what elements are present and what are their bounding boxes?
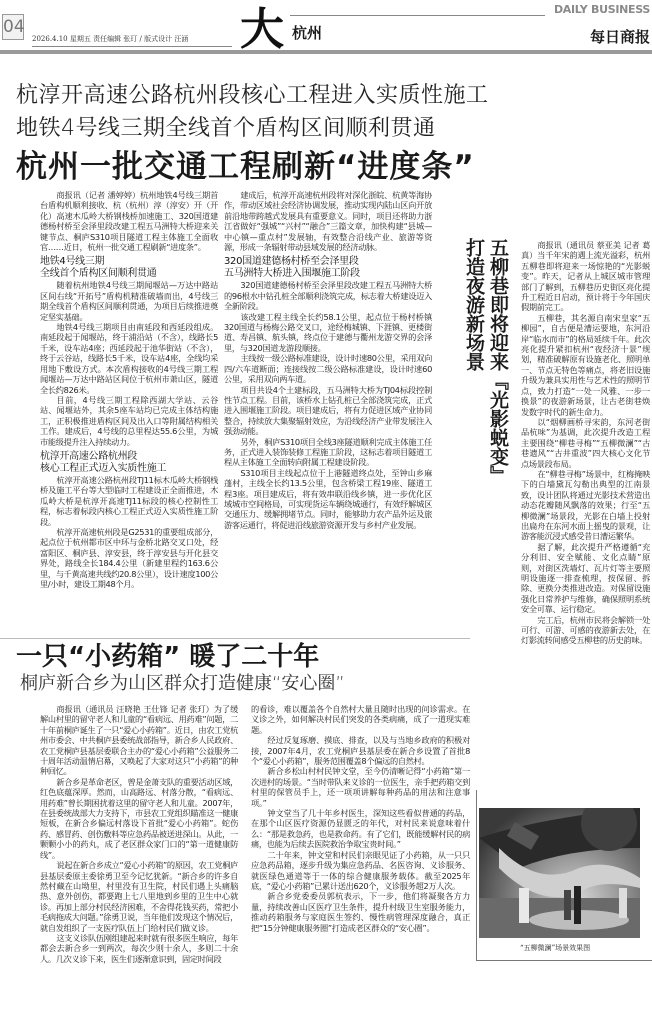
header-rule-left bbox=[32, 46, 232, 47]
section-logo-glyph: 大 bbox=[240, 4, 284, 55]
body-paragraph: 另外，桐庐S310项目全线3座隧道顺利完成主体施工任务，正式进入装饰装修工程施工阶段，这标志着项目隧道工程从主体施工全面转向附属工程建设阶段。 bbox=[224, 436, 432, 468]
body-paragraph: 新合乡松山村村民钟文堂，至今仍清晰记得“小药箱”第一次进村的场景。“当时带队来义诊的一位医生，亲手把药箱交到村里的保管员手上，还一项项讲解每种药品的用法和注意事项。” bbox=[251, 766, 470, 808]
body-paragraph: 商报讯（记者 潘婷婷）杭州地铁4号线三期首台盾构机顺利接收、杭（杭州）淳（淳安）开（开化）高速木瓜岭大桥钢栈桥加速施工、320国道建德杨村桥至会泽里段改建工程五马洲特大桥迎来关键节点、桐庐S310项目隧道工程主体施工全面收官……近日，杭州一批交通工程刷新“进度条”。 bbox=[40, 190, 218, 253]
sidebar-headline bbox=[462, 238, 510, 485]
section-subheading: 地铁4号线三期 bbox=[40, 256, 105, 268]
sidebar-headline-line-1: 五柳巷即将迎来『光影蜕变』 bbox=[487, 238, 509, 485]
body-paragraph: 320国道建德杨村桥至会泽里段改建工程五马洲特大桥的96根水中钻孔桩全部顺利浇筑完成，标志着大桥建设迈入全新阶段。 bbox=[224, 280, 432, 312]
page-number: 04 bbox=[2, 14, 24, 40]
brand-english: DAILY BUSINESS bbox=[553, 3, 650, 16]
header-rule-right bbox=[290, 15, 545, 16]
body-paragraph: 主线按一级公路标准建设，设计时速80公里，采用双向四/六车道断面；连接线按二级公路标准建设，设计时速60公里，采用双向两车道。 bbox=[224, 353, 432, 385]
article1-subtitle-1: 杭淳开高速公路杭州段核心工程进入实质性施工 bbox=[16, 83, 489, 108]
body-paragraph: 目前，4号线三期工程除西湖大学站、云谷站、闻堰站外，其余5座车站均已完成主体结构施工，正积极推进盾构区间及出入口等附属结构相关工作。建成后，4号线的总里程达55.6公里，为城市能级提升注入持续动力。 bbox=[40, 394, 218, 447]
body-paragraph: 以“烟柳画桥寻宋韵，东河老街品杭味”为基调，此次提升改造工程主要围绕“柳巷寻梅”“五柳微澜”“古巷遗风”“古井重波”四大核心文化节点场景段布局。 bbox=[521, 416, 650, 469]
body-paragraph: 五柳巷，其名源自南宋皇家“五柳园”，自古便是漕运要地，东河沿岸“临水而市”的格局延续千年。此次亮化提升紧扣杭州“夜经济十景”规划，精准破解原有设施老化、照明单一、节点无特色等痛点，将老旧设施升级为兼具实用性与艺术性的照明节点，致力打造“一处一风雅、一步一换景”的夜游新场景，让古老街巷焕发数字时代的新生命力。 bbox=[521, 312, 650, 417]
article1-headline: 杭州一批交通工程刷新“进度条” bbox=[16, 149, 475, 185]
section-subheading: 杭淳开高速公路杭州段 bbox=[40, 450, 137, 462]
article2-column-1 bbox=[40, 704, 238, 964]
body-paragraph: S310项目主线起点位于上港隧道终点处，至钟山乡麻蓬村，主线全长约13.5公里，包含桥梁工程19座、隧道工程3座。项目建成后，将有效串联沿线乡镇，进一步优化区域城市空间格局，可实现货运车辆绕城通行，有效纾解城区交通压力、缓解拥堵节点。同时，能够助力农产品外运及旅游客运通行，将促进沿线旅游资源开发与乡村产业发展。 bbox=[224, 467, 432, 530]
article2-column-2 bbox=[251, 704, 470, 933]
article1-column-1 bbox=[40, 190, 218, 589]
body-paragraph: 二十年来，钟文堂和村民们亲眼见证了小药箱，从一只只应急药品箱，逐步升级为集应急药品、名医咨询、义诊服务、就医绿色通道等于一体的综合健康服务载体。截至2025年底，“爱心小药箱”已累计送出620个，义诊服务超2万人次。 bbox=[251, 849, 470, 891]
body-paragraph: 钟文堂当了几十年乡村医生，深知这些看似普通的药品，在那个山区医疗资源仍显匮乏的年代，对村民来说意味着什么：“那是救急药，也是救命药。有了它们，既能缓解村民的病痛，也能为后续去医院救治争取宝贵时间。” bbox=[251, 808, 470, 850]
header-bar bbox=[0, 50, 652, 54]
body-paragraph: 说起在新合乡成立“爱心小药箱”的原因，农工党桐庐县基层委原主委徐勇卫至今记忆犹新。“新合乡的许多自然村藏在山坳里，村里没有卫生院，村民们遇上头痛脑热、意外创伤，都要跑上七八里地到乡里的卫生中心就诊。再加上部分村民经济困难，不舍得花钱买药，常把小毛病拖成大问题。”徐勇卫说，当年他们发现这个情况后，就自发组织了一支医疗队伍上门给村民们做义诊。 bbox=[40, 860, 238, 933]
body-paragraph: 的看诊，难以覆盖各个自然村大量且随时出现的问诊需求。在义诊之外，如何解决村民们突发的各类病痛，成了一道现实难题。 bbox=[251, 704, 470, 735]
section-subheading: 五马洲特大桥进入围堰施工阶段 bbox=[224, 268, 360, 280]
body-paragraph: 杭淳开高速杭州段是G2531的重要组成部分，起点位于杭州都市区中环与金桥北路交叉口处，经富阳区、桐庐县、淳安县，终于淳安县与开化县交界处，路线全长184.4公里（新建里程约163.6公里，与千黄高速共线约20.8公里），设计速度100公里/小时，建设工期48个月。 bbox=[40, 526, 218, 589]
body-paragraph: 这支义诊队伍刚组建起来时就有很多医生响应，每年都会去新合乡一到两次，每次少则十余人，多则二十余人。几次义诊下来，医生们逐渐意识到，固定时间段 bbox=[40, 932, 238, 964]
article2-subtitle: 桐庐新合乡为山区群众打造健康“安心圈” bbox=[20, 673, 345, 694]
body-paragraph: 经过反复琢磨、摸底、排查，以及与当地乡政府的积极对接，2007年4月，农工党桐庐县基层委在新合乡设置了首批8个“爱心小药箱”，服务范围覆盖8个偏远的自然村。 bbox=[251, 735, 470, 767]
brand-logo: 每日商报 bbox=[589, 28, 650, 46]
sidebar-article-body bbox=[521, 240, 650, 646]
body-paragraph: 据了解，此次提升严格遵循“充分利旧、安全赋能、文化点睛”原则，对街区洗墙灯、瓦片灯等主要照明设施逐一排查梳理，按保留、拆除、更换分类推进改造。对保留设施强化日常养护与维修，确保照明系统安全可靠、运行稳定。 bbox=[521, 541, 650, 615]
body-paragraph: 杭淳开高速公路杭州段TJ11标木瓜岭大桥钢栈桥及施工平台等大型临时工程建设正全面推进，木瓜岭大桥是杭淳开高速TJ11标段的核心控制性工程，标志着标段内核心工程正式迈入实质性施工阶段。 bbox=[40, 474, 218, 527]
body-paragraph: 新合乡党委委员郭杭表示，下一步，他们将凝聚各方力量，持续改善山区医疗卫生条件，提升村级卫生室服务能力，推动药箱服务与家庭医生签约、慢性病管理深度融合，真正把“15分钟健康服务圈”打造成老区群众的“安心圈”。 bbox=[251, 891, 470, 933]
article1-column-2 bbox=[224, 190, 432, 530]
body-paragraph: 商报讯（通讯员 汪晓艳 王仕锋 记者 张玎）为了缓解山村里的留守老人和儿童的“看病远、用药难”问题，二十年前桐庐诞生了一只“爱心小药箱”。近日，由农工党杭州市委会、中共桐庐县委统战部指导，新合乡人民政府、农工党桐庐县基层委联合主办的“爱心小药箱”公益服务二十周年活动温情启幕，又唤起了大家对这只“小药箱”的种种回忆。 bbox=[40, 704, 238, 777]
section-subheading: 核心工程正式迈入实质性施工 bbox=[40, 462, 167, 474]
dateline: 2026.4.10 星期五 责任编辑 张玎 / 版式设计 汪涵 bbox=[32, 35, 189, 43]
body-paragraph: 建成后，杭淳开高速杭州段将对深化浙皖、杭黄等海协作，带动区域社会经济协调发展，推动实现内陆山区向开放前沿地带跨越式发展具有重要意义。同时，项目还将助力浙江省做好“强城”“兴村”“融合”三篇文章，加快构建“县城—中心镇—重点村”发展轴，有效整合沿线产业、旅游等资源，形成一条辐射带动县域发展的经济动脉。 bbox=[224, 190, 432, 253]
body-paragraph: 地铁4号线三期项目由南延段和西延段组成。南延段起于闻堰站，终于浦沿站（不含），线路长5千米，设车站4座；西延段起于池华街站（不含），终于云谷站，线路长5千米，设车站4座，全线均采用地下敷设方式。本次盾构接收的4号线三期工程闻堰站—万达中路站区间位于杭州市萧山区，隧道全长约826米。 bbox=[40, 322, 218, 395]
sidebar-headline-line-2: 打造夜游新场景 bbox=[463, 238, 485, 371]
photo-caption: “五柳微澜”场景效果图 bbox=[520, 944, 591, 952]
body-paragraph: 随着杭州地铁4号线三期闻堰站—万达中路站区间右线“开拓号”盾构机精准破墙而出，4号线三期全线首个盾构区间顺利贯通，为项目后续推进奠定坚实基础。 bbox=[40, 280, 218, 322]
body-paragraph: 在“柳巷寻梅”场景中，红梅掩映下的白墙黛瓦勾勒出典型的江南景致，设计团队将通过光影技术营造出动态花瓣随风飘落的效果；行至“五柳微澜”场景段，光影在白墙上投射出扁舟在东河水面上摇曳的景观，让游客能沉浸式感受昔日漕运繁华。 bbox=[521, 468, 650, 542]
scene-rendering-photo bbox=[479, 808, 640, 938]
body-paragraph: 新合乡是革命老区，曾是金萧支队的重要活动区域，红色底蕴深厚。然而，山高路远、村落分散，“看病远、用药难”曾长期困扰着这里的留守老人和儿童。2007年，在县委统战部大力支持下，市县农工党组织瞄准这一健康短板，在新合乡偏远村落设下首批“爱心小药箱”。蛇伤药、感冒药、创伤敷料等应急药品被送进深山。从此，一颗颗小小的药丸，成了老区群众家门口的“第一道健康防线”。 bbox=[40, 776, 238, 860]
section-subheading: 全线首个盾构区间顺利贯通 bbox=[40, 268, 157, 280]
section-name: 杭州 bbox=[292, 24, 323, 42]
article-divider bbox=[0, 638, 470, 639]
body-paragraph: 该改建工程主线全长约58.1公里，起点位于杨村桥镇320国道与杨梅公路交叉口，途经梅城镇、下涯镇、更楼街道、寿昌镇、航头镇，终点位于建德与衢州龙游交界的会泽里，与320国道龙游段顺接。 bbox=[224, 311, 432, 353]
body-paragraph: 商报讯（通讯员 蔡亚美 记者 葛真）当千年宋韵遇上流光溢彩，杭州五柳巷即将迎来一场惊艳的“光影蜕变”。昨天，记者从上城区城市管理部门了解到，五柳巷历史街区亮化提升工程近日启动，预计将于今年国庆假期前完工。 bbox=[521, 240, 650, 313]
article1-subtitle-2: 地铁4号线三期全线首个盾构区间顺利贯通 bbox=[16, 116, 436, 141]
body-paragraph: 完工后，杭州市民将会解锁一处可行、可游、可感的夜游新去处，在灯影流转间感受五柳巷的历史韵味。 bbox=[521, 614, 650, 646]
section-subheading: 320国道建德杨村桥至会泽里段 bbox=[224, 256, 359, 268]
article2-headline: 一只“小药箱” 暖了二十年 bbox=[16, 642, 320, 672]
body-paragraph: 项目共设4个土建标段，五马洲特大桥为TJ04标段控制性节点工程。目前，该桥水上钻孔桩已全部浇筑完成，正式进入围堰施工阶段。项目建成后，将有力促进区域产业协同整合，持续放大集聚辐射效应，为沿线经济产业带发展注入强劲动能。 bbox=[224, 384, 432, 437]
